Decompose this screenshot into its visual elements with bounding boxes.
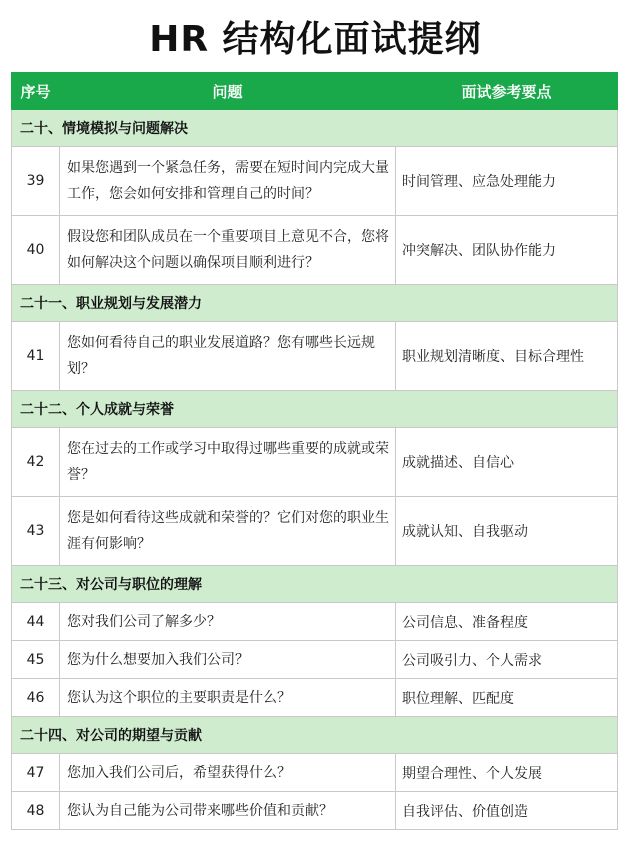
table-row — [12, 641, 618, 679]
table-header — [12, 73, 618, 110]
section-row — [12, 391, 618, 428]
row-question: 您认为自己能为公司带来哪些价值和贡献？ — [60, 792, 396, 830]
row-number: 40 — [12, 216, 60, 285]
row-points: 成就认知、自我驱动 — [396, 497, 618, 566]
table-body — [12, 110, 618, 830]
interview-table — [11, 72, 618, 830]
row-points: 职位理解、匹配度 — [396, 679, 618, 717]
row-question: 您是如何看待这些成就和荣誉的？它们对您的职业生涯有何影响？ — [60, 497, 396, 566]
section-title: 二十三、对公司与职位的理解 — [12, 566, 618, 603]
row-number: 46 — [12, 679, 60, 717]
header-no: 序号 — [12, 73, 60, 110]
section-title: 二十四、对公司的期望与贡献 — [12, 717, 618, 754]
row-points: 职业规划清晰度、目标合理性 — [396, 322, 618, 391]
table-row — [12, 428, 618, 497]
section-row — [12, 285, 618, 322]
row-question: 您加入我们公司后，希望获得什么？ — [60, 754, 396, 792]
section-row — [12, 566, 618, 603]
row-points: 自我评估、价值创造 — [396, 792, 618, 830]
row-question: 您在过去的工作或学习中取得过哪些重要的成就或荣誉？ — [60, 428, 396, 497]
table-row — [12, 497, 618, 566]
table-row — [12, 147, 618, 216]
row-question: 如果您遇到一个紧急任务，需要在短时间内完成大量工作，您会如何安排和管理自己的时间？ — [60, 147, 396, 216]
table-row — [12, 603, 618, 641]
row-number: 44 — [12, 603, 60, 641]
row-number: 41 — [12, 322, 60, 391]
table-row — [12, 322, 618, 391]
row-points: 时间管理、应急处理能力 — [396, 147, 618, 216]
row-number: 47 — [12, 754, 60, 792]
section-row — [12, 110, 618, 147]
row-number: 48 — [12, 792, 60, 830]
row-points: 公司吸引力、个人需求 — [396, 641, 618, 679]
row-question: 您对我们公司了解多少？ — [60, 603, 396, 641]
row-number: 45 — [12, 641, 60, 679]
row-number: 39 — [12, 147, 60, 216]
section-title: 二十二、个人成就与荣誉 — [12, 391, 618, 428]
header-points: 面试参考要点 — [396, 73, 618, 110]
section-title: 二十、情境模拟与问题解决 — [12, 110, 618, 147]
row-number: 43 — [12, 497, 60, 566]
table-row — [12, 754, 618, 792]
row-question: 您为什么想要加入我们公司？ — [60, 641, 396, 679]
header-question: 问题 — [60, 73, 396, 110]
row-points: 冲突解决、团队协作能力 — [396, 216, 618, 285]
table-row — [12, 216, 618, 285]
row-points: 成就描述、自信心 — [396, 428, 618, 497]
row-question: 您如何看待自己的职业发展道路？您有哪些长远规划？ — [60, 322, 396, 391]
row-points: 公司信息、准备程度 — [396, 603, 618, 641]
row-question: 您认为这个职位的主要职责是什么？ — [60, 679, 396, 717]
section-row — [12, 717, 618, 754]
row-question: 假设您和团队成员在一个重要项目上意见不合，您将如何解决这个问题以确保项目顺利进行？ — [60, 216, 396, 285]
table-row — [12, 679, 618, 717]
table-row — [12, 792, 618, 830]
row-number: 42 — [12, 428, 60, 497]
page-title: HR 结构化面试提纲 — [149, 19, 482, 60]
section-title: 二十一、职业规划与发展潜力 — [12, 285, 618, 322]
row-points: 期望合理性、个人发展 — [396, 754, 618, 792]
